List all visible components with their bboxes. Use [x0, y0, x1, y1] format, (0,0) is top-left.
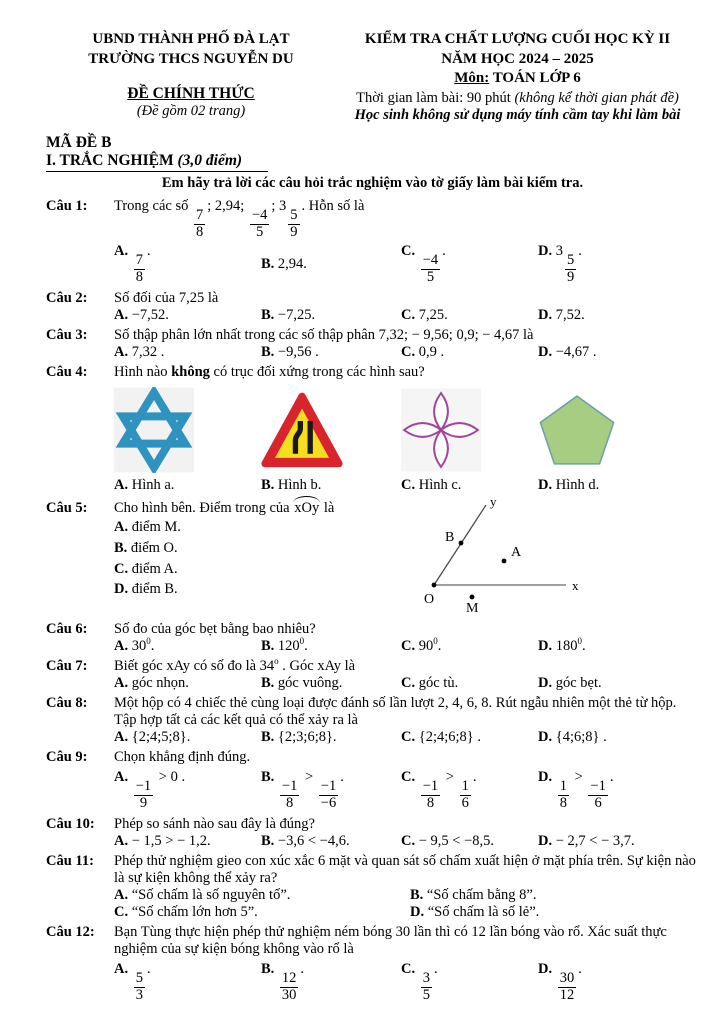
question-10 [46, 816, 699, 850]
option-letter: D. [538, 769, 556, 786]
question-text: Biết góc xAy có số đo là 34$^o$ . Góc xAy là [114, 656, 356, 675]
question-text: Hình nào không có trục đối xứng trong các hình sau? [114, 364, 425, 381]
figure-label: C. Hình c. [401, 477, 462, 494]
option-letter: B. [114, 539, 131, 556]
figure-image [261, 386, 401, 474]
option-letter: B. [261, 729, 278, 746]
question-text: Số đo của góc bẹt bằng bao nhiêu? [114, 621, 316, 638]
option-letter: B. [261, 638, 278, 655]
fraction [134, 779, 153, 811]
question-1 [46, 198, 699, 287]
answer-options [114, 961, 699, 1003]
figure-image [538, 386, 699, 474]
question-number: Câu 11: [46, 853, 94, 870]
mixed-whole: 3 [279, 198, 287, 215]
option-b: B. “Số chấm bằng 8”. [410, 887, 537, 904]
fraction [280, 971, 299, 1003]
option-letter: D. [538, 243, 556, 260]
option-letter: A. [114, 519, 132, 536]
question-number: Câu 9: [46, 749, 88, 766]
fraction-numerator: −1 [281, 778, 298, 795]
option-a: A. $\frac{5}{3}$ . [114, 961, 151, 1003]
section-title-inner [46, 152, 268, 172]
option-letter: C. [401, 243, 419, 260]
option-letter: D. [538, 675, 556, 692]
figure-label: B. Hình b. [261, 477, 322, 494]
question-text: Bạn Tùng thực hiện phép thử nghiệm ném bóng 30 lần thì có 12 lần bóng vào rổ. Xác suất thực nghiệm của sự kiện bóng không vào rổ là [114, 924, 667, 958]
angle-arc-notation: xOy [294, 500, 320, 517]
bold-text: không [171, 364, 210, 381]
fraction [558, 971, 577, 1003]
option-letter: A. [114, 887, 132, 904]
fraction-denominator: 9 [139, 794, 148, 811]
fraction [421, 971, 432, 1003]
option-d: D. −4,67 . [538, 344, 597, 361]
option-b: B. góc vuông. [261, 675, 343, 692]
option-c: C. “Số chấm lớn hơn 5”. [114, 904, 258, 921]
option-letter: A. [114, 477, 129, 494]
fraction [558, 779, 569, 811]
exam-code: MÃ ĐỀ B [46, 134, 112, 152]
fraction-denominator: 12 [559, 986, 575, 1003]
superscript: 0 [299, 636, 305, 647]
question-9 [46, 749, 699, 813]
question-body [114, 695, 699, 746]
fraction-numerator: 30 [559, 970, 575, 987]
option-d: D. $\frac{30}{12}$ . [538, 961, 582, 1003]
option-letter: A. [114, 307, 132, 324]
answer-options [114, 675, 699, 692]
option-letter: B. [261, 833, 278, 850]
fraction-denominator: 5 [256, 223, 264, 240]
option-b: B. 2,94. [261, 255, 307, 272]
fraction-numerator: 1 [461, 778, 469, 795]
option-a: A. “Số chấm là số nguyên tố”. [114, 887, 291, 904]
svg-text:x: x [572, 578, 579, 594]
fraction [421, 253, 440, 285]
answer-options [114, 638, 699, 655]
fraction-denominator: 6 [461, 794, 469, 811]
option-d: D. 3 $\frac{5}{9}$ . [538, 243, 582, 285]
option-letter: B. [261, 255, 278, 272]
option-d: D. góc bẹt. [538, 675, 602, 692]
option-d: D. 7,52. [538, 307, 585, 324]
option-letter: C. [401, 638, 419, 655]
fraction-numerator: 7 [196, 207, 204, 224]
school-name: TRƯỜNG THCS NGUYỄN DU [88, 50, 294, 67]
option-letter: C. [401, 729, 419, 746]
question-text: Cho hình bên. Điểm trong của xOy là [114, 500, 335, 517]
option-c: C. góc tù. [401, 675, 459, 692]
fraction-numerator: 3 [422, 970, 430, 987]
question-number: Câu 1: [46, 198, 88, 215]
option-letter: D. [410, 904, 428, 921]
question-2 [46, 290, 699, 324]
fraction-denominator: 5 [422, 986, 430, 1003]
option-letter: B. [261, 477, 275, 494]
question-number: Câu 12: [46, 924, 95, 941]
calculator-note: Học sinh không sử dụng máy tính cầm tay khi làm bài [354, 107, 681, 124]
answer-options-vertical [114, 517, 414, 618]
svg-text:M: M [466, 601, 479, 614]
flower-figure [401, 388, 481, 472]
question-5 [46, 494, 699, 618]
pentagon-figure [538, 393, 616, 467]
angle-xoy-diagram [414, 493, 592, 613]
fraction [421, 779, 440, 811]
question-body [114, 621, 699, 655]
answer-options [114, 769, 699, 811]
fraction-denominator: 8 [286, 794, 294, 811]
fraction [288, 208, 299, 240]
option-c: C. $\frac{3}{5}$ . [401, 961, 438, 1003]
fraction-numerator: −1 [135, 778, 152, 795]
option-letter: A. [114, 638, 132, 655]
option-a: A. góc nhọn. [114, 675, 189, 692]
header-left [46, 30, 336, 124]
option-letter: D. [538, 961, 556, 978]
question-body [114, 198, 699, 287]
page-count-note: (Đề gồm 02 trang) [136, 103, 246, 119]
option-b: B. {2;3;6;8}. [261, 729, 337, 746]
option-a: A. −7,52. [114, 307, 169, 324]
fraction-numerator: −4 [251, 207, 268, 224]
section-name: I. TRẮC NGHIỆM [46, 152, 178, 170]
option-d: D. $180^0$. [538, 636, 586, 655]
fraction-denominator: 9 [290, 223, 298, 240]
option-d: D. điểm B. [114, 581, 178, 598]
question-number: Câu 3: [46, 327, 88, 344]
fraction-denominator: 8 [426, 794, 435, 811]
answer-options [114, 243, 699, 285]
question-number: Câu 6: [46, 621, 88, 638]
fraction-numerator: 5 [290, 207, 298, 224]
fraction [565, 253, 576, 285]
option-c: C. − 9,5 < −8,5. [401, 833, 495, 850]
option-letter: A. [114, 729, 132, 746]
option-letter: B. [410, 887, 427, 904]
option-letter: A. [114, 675, 132, 692]
svg-text:A: A [511, 545, 522, 561]
issuing-authority: UBND THÀNH PHỐ ĐÀ LẠT [92, 31, 290, 47]
option-d: D. $\frac{1}{8}$ > $\frac{-1}{6}$ . [538, 769, 614, 811]
fraction-numerator: −1 [320, 778, 337, 795]
option-b: B. −9,56 . [261, 344, 319, 361]
option-letter: A. [114, 833, 132, 850]
option-letter: D. [538, 729, 556, 746]
option-letter: D. [538, 477, 553, 494]
question-body [114, 364, 699, 497]
answer-options [114, 887, 699, 921]
option-letter: C. [401, 477, 416, 494]
option-letter: C. [401, 833, 419, 850]
star-of-david-figure [114, 387, 194, 473]
figure-flower [401, 386, 538, 494]
option-a: A. 7,32 . [114, 344, 165, 361]
option-a: A. $30^0$. [114, 636, 155, 655]
figure-pentagon [538, 386, 699, 494]
option-a: A. $\frac{-1}{9}$ > 0 . [114, 769, 186, 811]
fraction-numerator: 5 [135, 970, 143, 987]
answer-options [114, 833, 699, 850]
option-a: A. {2;4;5;8}. [114, 729, 191, 746]
fraction-denominator: 6 [594, 794, 602, 811]
option-c: C. $\frac{-4}{5}$ . [401, 243, 446, 285]
question-text: Trong các số $\frac{7}{8}$ ; 2,94; $\frac{-4}{5}$ ; 3 $\frac{5}{9}$ . Hỗn số là [114, 198, 365, 240]
question-8 [46, 695, 699, 746]
fraction [194, 208, 205, 240]
fraction-denominator: 8 [196, 223, 204, 240]
fraction [134, 253, 145, 285]
question-number: Câu 8: [46, 695, 88, 712]
question-text: Phép thử nghiệm gieo con xúc xắc 6 mặt và quan sát số chấm xuất hiện ở mặt phía trên. Sự kiện nào là sự kiện không thể xảy ra? [114, 853, 696, 887]
question-body [114, 658, 699, 692]
fraction-numerator: −1 [422, 778, 439, 795]
question-body [114, 327, 699, 361]
figure-image [401, 386, 538, 474]
option-letter: A. [114, 769, 132, 786]
svg-text:B: B [445, 530, 455, 546]
option-letter: B. [261, 769, 278, 786]
question-text: Phép so sánh nào sau đây là đúng? [114, 816, 315, 833]
option-letter: A. [114, 961, 132, 978]
subject-name: TOÁN LỚP 6 [489, 70, 581, 86]
question-number: Câu 4: [46, 364, 88, 381]
option-b: B. −7,25. [261, 307, 316, 324]
option-b: B. −3,6 < −4,6. [261, 833, 350, 850]
option-letter: C. [401, 675, 419, 692]
option-d: D. {4;6;8} . [538, 729, 607, 746]
option-b: B. điểm O. [114, 539, 178, 556]
option-a: A. − 1,5 > − 1,2. [114, 833, 211, 850]
exam-header [46, 30, 699, 124]
exam-title: KIỂM TRA CHẤT LƯỢNG CUỐI HỌC KỲ II [364, 31, 671, 47]
question-12 [46, 924, 699, 1005]
fraction-denominator: 9 [566, 268, 575, 285]
option-letter: A. [114, 243, 132, 260]
official-exam-label: ĐỀ CHÍNH THỨC [127, 85, 255, 102]
fraction-numerator: 1 [559, 778, 567, 795]
fraction-denominator: 8 [559, 794, 567, 811]
figure-label: A. Hình a. [114, 477, 175, 494]
figure-star [114, 386, 261, 494]
option-letter: A. [114, 344, 132, 361]
question-number: Câu 7: [46, 658, 88, 675]
option-letter: D. [538, 638, 556, 655]
duration-text: Thời gian làm bài: 90 phút [356, 89, 515, 106]
option-a: A. điểm M. [114, 519, 181, 536]
option-d: D. “Số chấm là số lẻ”. [410, 904, 540, 921]
school-year: NĂM HỌC 2024 – 2025 [441, 50, 594, 67]
option-c: C. {2;4;6;8} . [401, 729, 481, 746]
fraction [250, 208, 269, 240]
option-letter: D. [538, 344, 556, 361]
duration-line [336, 89, 699, 108]
svg-text:y: y [490, 494, 497, 510]
option-letter: B. [261, 344, 278, 361]
option-c: C. 7,25. [401, 307, 448, 324]
figures-row [114, 386, 699, 494]
question-7 [46, 658, 699, 692]
question-text: Số thập phân lớn nhất trong các số thập phân 7,32; − 9,56; 0,9; − 4,67 là [114, 327, 534, 344]
fraction [588, 779, 607, 811]
subject-label: Môn: [454, 70, 490, 86]
question-text: Một hộp có 4 chiếc thẻ cùng loại được đánh số lần lượt 2, 4, 6, 8. Rút ngẫu nhiên một thẻ từ hộp. Tập hợp tất cả các kết quả có thể xảy ra là [114, 695, 677, 729]
option-b: B. $120^0$. [261, 636, 308, 655]
question-text: Chọn khẳng định đúng. [114, 749, 251, 766]
question-number: Câu 2: [46, 290, 88, 307]
section-points: (3,0 điểm) [177, 152, 243, 170]
question-11 [46, 853, 699, 921]
option-c: C. $90^0$. [401, 636, 442, 655]
question-body [114, 290, 699, 324]
option-c: C. 0,9 . [401, 344, 445, 361]
fraction-denominator: 30 [281, 986, 297, 1003]
fraction-numerator: −4 [422, 252, 439, 269]
option-letter: B. [261, 675, 278, 692]
option-d: D. − 2,7 < − 3,7. [538, 833, 635, 850]
answer-options [114, 344, 699, 361]
option-a: A. $\frac{7}{8}$ . [114, 243, 151, 285]
fraction [134, 971, 145, 1003]
fraction-numerator: 5 [566, 252, 575, 269]
header-right [336, 30, 699, 124]
fraction-denominator: 8 [135, 268, 143, 285]
subject-line [336, 69, 699, 89]
option-letter: D. [538, 833, 556, 850]
option-letter: C. [401, 769, 419, 786]
question-3 [46, 327, 699, 361]
fraction-numerator: 7 [135, 252, 143, 269]
superscript: 0 [146, 636, 151, 647]
figure-sign [261, 386, 401, 494]
superscript: o [274, 656, 279, 667]
section-instruction: Em hãy trả lời các câu hỏi trắc nghiệm vào tờ giấy làm bài kiểm tra. [161, 175, 584, 192]
section-title [46, 152, 699, 172]
duration-note: (không kể thời gian phát đề) [514, 89, 679, 106]
fraction-numerator: 12 [281, 970, 297, 987]
option-letter: C. [401, 961, 419, 978]
diagram-container [414, 493, 592, 618]
question-body [114, 853, 699, 921]
road-narrows-sign-figure [261, 391, 343, 469]
option-letter: C. [114, 560, 132, 577]
question-body [114, 749, 699, 813]
superscript: 0 [577, 636, 582, 647]
figure-label: D. Hình d. [538, 477, 600, 494]
question-body [114, 494, 699, 618]
option-letter: D. [114, 581, 132, 598]
option-letter: B. [261, 961, 278, 978]
option-letter: D. [538, 307, 556, 324]
superscript: 0 [433, 636, 438, 647]
question-number: Câu 5: [46, 500, 88, 517]
fraction [280, 779, 299, 811]
option-letter: C. [401, 307, 419, 324]
fraction-numerator: −1 [590, 778, 606, 795]
question-body [114, 924, 699, 1005]
option-letter: C. [401, 344, 419, 361]
option-c: C. điểm A. [114, 560, 178, 577]
mixed-whole: 3 [555, 243, 563, 260]
svg-text:O: O [424, 592, 435, 608]
answer-options [114, 729, 699, 746]
fraction-denominator: −6 [320, 794, 337, 811]
option-b: B. $\frac{-1}{8}$ > $\frac{-1}{-6}$ . [261, 769, 344, 811]
question-4 [46, 364, 699, 497]
questions-list [46, 198, 699, 1005]
option-c: C. $\frac{-1}{8}$ > $\frac{1}{6}$ . [401, 769, 477, 811]
fraction-denominator: 3 [135, 986, 143, 1003]
fraction [319, 779, 338, 811]
question-6 [46, 621, 699, 655]
question-body [114, 816, 699, 850]
fraction-denominator: 5 [426, 268, 435, 285]
fraction [460, 779, 471, 811]
question-number: Câu 10: [46, 816, 95, 833]
figure-image [114, 386, 261, 474]
option-letter: B. [261, 307, 278, 324]
question-text: Số đối của 7,25 là [114, 290, 219, 307]
answer-options [114, 307, 699, 324]
option-b: B. $\frac{12}{30}$ . [261, 961, 305, 1003]
option-letter: C. [114, 904, 132, 921]
